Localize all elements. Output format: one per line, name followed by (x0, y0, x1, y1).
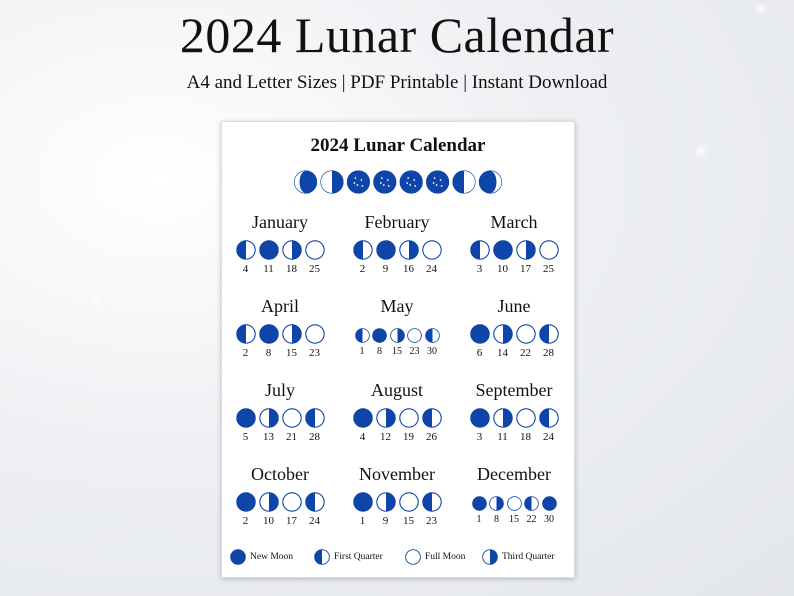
month-february (339, 210, 455, 290)
full-moon-icon (539, 240, 559, 260)
legend-label: First Quarter (334, 552, 383, 562)
first-quarter-icon (539, 324, 559, 344)
new-moon-icon (230, 549, 246, 565)
sparkle-decoration (700, 150, 702, 152)
first-quarter-icon (422, 492, 442, 512)
phase-date: 8 (265, 347, 272, 359)
phase-date: 2 (242, 515, 249, 527)
phase-date: 9 (382, 263, 389, 275)
third-quarter-icon (493, 324, 513, 344)
month-name: April (261, 296, 299, 316)
phase-date: 17 (520, 263, 531, 275)
full-moon-icon (422, 240, 442, 260)
full-moon-icon (305, 240, 325, 260)
phase-cycle-moon-icon (321, 171, 343, 193)
phase-date: 3 (476, 263, 483, 275)
new-moon-icon (470, 324, 490, 344)
month-name: December (477, 464, 551, 484)
month-name: November (359, 464, 435, 484)
legend-label: Full Moon (425, 552, 466, 562)
third-quarter-icon (259, 408, 279, 428)
phase-date: 2 (242, 347, 249, 359)
phase-date: 15 (286, 347, 297, 359)
third-quarter-icon (482, 549, 498, 565)
first-quarter-icon (305, 492, 325, 512)
new-moon-icon (470, 408, 490, 428)
full-moon-icon (282, 408, 302, 428)
phase-date: 5 (242, 431, 249, 443)
third-quarter-icon (282, 240, 302, 260)
third-quarter-icon (376, 408, 396, 428)
product-title: 2024 Lunar Calendar (179, 7, 615, 63)
new-moon-icon (493, 240, 513, 260)
phase-date: 23 (309, 347, 320, 359)
new-moon-icon (353, 408, 373, 428)
phase-cycle-moon-icon (479, 171, 501, 193)
first-quarter-icon (422, 408, 442, 428)
phase-date: 1 (476, 514, 482, 525)
first-quarter-icon (236, 324, 256, 344)
phase-date: 3 (476, 431, 483, 443)
phase-date: 22 (520, 347, 531, 359)
month-name: September (475, 380, 553, 400)
third-quarter-icon (259, 492, 279, 512)
first-quarter-icon (524, 496, 539, 511)
month-march (456, 210, 572, 290)
phase-cycle-moon-icon (347, 171, 369, 193)
phase-date: 26 (426, 431, 437, 443)
phase-cycle-moon-icon (374, 171, 396, 193)
first-quarter-icon (314, 549, 330, 565)
sparkle-decoration (95, 300, 97, 302)
full-moon-icon (516, 408, 536, 428)
phase-date: 10 (497, 263, 508, 275)
phase-date: 8 (377, 346, 382, 357)
month-june (456, 294, 572, 374)
third-quarter-icon (399, 240, 419, 260)
new-moon-icon (259, 324, 279, 344)
phase-date: 25 (309, 263, 320, 275)
full-moon-icon (282, 492, 302, 512)
phase-date: 30 (427, 346, 437, 357)
third-quarter-icon (390, 328, 405, 343)
first-quarter-icon (353, 240, 373, 260)
full-moon-icon (305, 324, 325, 344)
third-quarter-icon (376, 492, 396, 512)
phase-date: 28 (543, 347, 554, 359)
product-subtitle: A4 and Letter Sizes | PDF Printable | Instant Download (186, 72, 608, 93)
month-name: October (251, 464, 309, 484)
month-name: May (380, 296, 414, 316)
phase-date: 30 (544, 514, 554, 525)
phase-cycle-moon-icon (295, 171, 317, 193)
legend-label: Third Quarter (502, 552, 555, 562)
first-quarter-icon (305, 408, 325, 428)
phase-date: 24 (309, 515, 320, 527)
month-december (456, 462, 572, 542)
month-september (456, 378, 572, 458)
first-quarter-icon (539, 408, 559, 428)
phase-date: 2 (359, 263, 366, 275)
phase-date: 19 (403, 431, 414, 443)
new-moon-icon (259, 240, 279, 260)
moon-phase-cycle-illustration (222, 168, 574, 196)
phase-date: 14 (497, 347, 508, 359)
month-august (339, 378, 455, 458)
phase-date: 15 (392, 346, 402, 357)
third-quarter-icon (493, 408, 513, 428)
full-moon-icon (407, 328, 422, 343)
new-moon-icon (372, 328, 387, 343)
full-moon-icon (399, 492, 419, 512)
month-name: July (264, 380, 295, 400)
sheet-title: 2024 Lunar Calendar (310, 135, 486, 156)
phase-date: 10 (263, 515, 274, 527)
phase-date: 25 (543, 263, 554, 275)
month-july (222, 378, 338, 458)
phase-date: 12 (380, 431, 391, 443)
phase-date: 6 (476, 347, 483, 359)
first-quarter-icon (470, 240, 490, 260)
phase-date: 28 (309, 431, 320, 443)
phase-date: 21 (286, 431, 297, 443)
phase-date: 1 (359, 515, 366, 527)
third-quarter-icon (516, 240, 536, 260)
phase-date: 23 (409, 346, 420, 357)
month-january (222, 210, 338, 290)
phase-date: 22 (526, 514, 537, 525)
phase-date: 24 (543, 431, 554, 443)
third-quarter-icon (282, 324, 302, 344)
month-name: January (252, 212, 308, 232)
month-november (339, 462, 455, 542)
phase-date: 15 (403, 515, 414, 527)
phase-date: 23 (426, 515, 437, 527)
new-moon-icon (236, 408, 256, 428)
month-may (339, 294, 455, 374)
new-moon-icon (376, 240, 396, 260)
month-april (222, 294, 338, 374)
month-name: August (370, 380, 423, 400)
phase-date: 18 (520, 431, 531, 443)
new-moon-icon (236, 492, 256, 512)
calendar-sheet (221, 121, 575, 578)
month-october (222, 462, 338, 542)
phase-legend (222, 547, 574, 567)
new-moon-icon (472, 496, 487, 511)
full-moon-icon (516, 324, 536, 344)
first-quarter-icon (236, 240, 256, 260)
third-quarter-icon (489, 496, 504, 511)
month-name: March (490, 212, 538, 232)
phase-cycle-moon-icon (400, 171, 422, 193)
first-quarter-icon (425, 328, 440, 343)
phase-date: 24 (426, 263, 437, 275)
phase-cycle-moon-icon (453, 171, 475, 193)
phase-date: 13 (263, 431, 274, 443)
phase-cycle-moon-icon (427, 171, 449, 193)
month-name: February (364, 212, 430, 232)
new-moon-icon (542, 496, 557, 511)
full-moon-icon (507, 496, 522, 511)
phase-date: 16 (403, 263, 414, 275)
phase-date: 8 (494, 514, 499, 525)
legend-label: New Moon (250, 552, 294, 562)
phase-date: 11 (263, 263, 274, 275)
full-moon-icon (405, 549, 421, 565)
phase-date: 9 (382, 515, 389, 527)
first-quarter-icon (355, 328, 370, 343)
new-moon-icon (353, 492, 373, 512)
phase-date: 17 (286, 515, 297, 527)
month-name: June (497, 296, 531, 316)
phase-date: 15 (509, 514, 519, 525)
phase-date: 4 (359, 431, 366, 443)
phase-date: 1 (359, 346, 365, 357)
phase-date: 18 (286, 263, 297, 275)
full-moon-icon (399, 408, 419, 428)
phase-date: 11 (497, 431, 508, 443)
phase-date: 4 (242, 263, 249, 275)
